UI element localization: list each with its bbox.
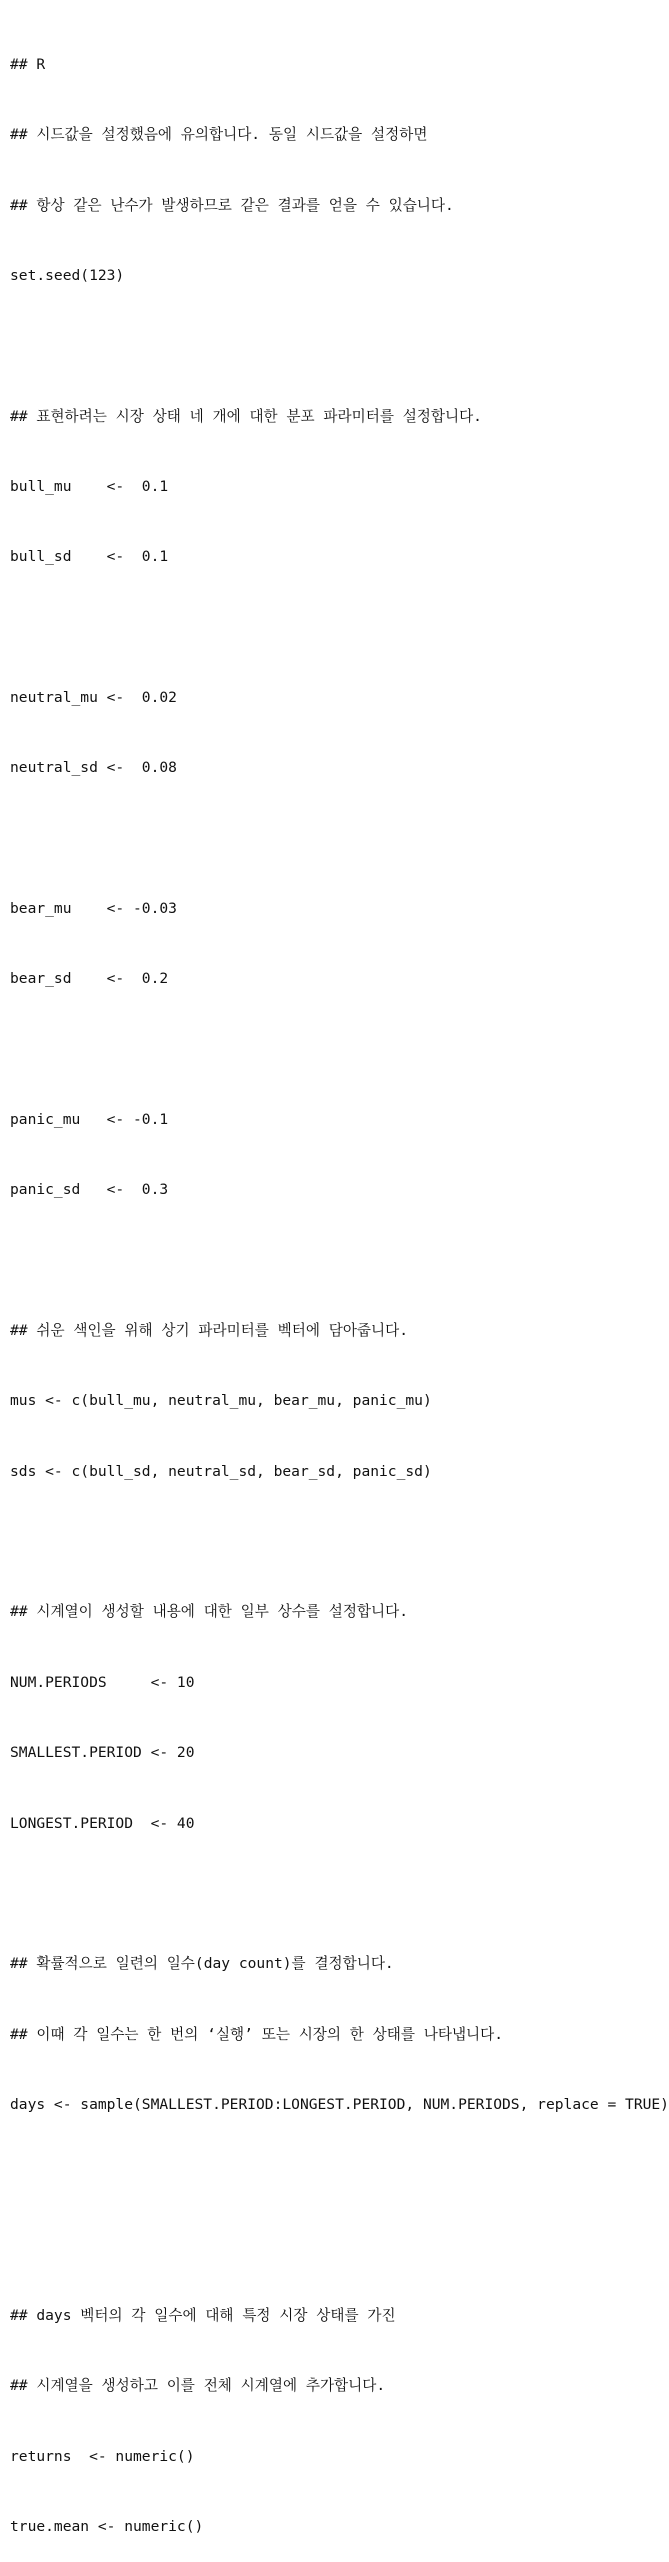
code-listing [10, 6, 669, 2562]
code-line: ## 쉬운 색인을 위해 상기 파라미터를 벡터에 담아줍니다. [10, 1322, 409, 1340]
code-line: bear_mu <- -0.03 [10, 900, 177, 918]
code-line: ## 시드값을 설정했음에 유의합니다. 동일 시드값을 설정하면 [10, 126, 428, 144]
code-line: bull_sd <- 0.1 [10, 548, 169, 566]
code-line: days <- sample(SMALLEST.PERIOD:LONGEST.PERIOD, NUM.PERIODS, replace = TRUE) [10, 2095, 669, 2113]
code-line: set.seed(123) [10, 266, 125, 284]
code-line: ## days 벡터의 각 일수에 대해 특정 시장 상태를 가진 [10, 2306, 396, 2324]
code-line [10, 1530, 669, 1553]
code-line [10, 1882, 669, 1905]
code-line: mus <- c(bull_mu, neutral_mu, bear_mu, panic_mu) [10, 1392, 432, 1410]
code-line: NUM.PERIODS <- 10 [10, 1673, 195, 1691]
code-line: ## 항상 같은 난수가 발생하므로 같은 결과를 얻을 수 있습니다. [10, 196, 454, 214]
code-line [10, 2234, 669, 2257]
code-line [10, 827, 669, 850]
code-line [10, 1038, 669, 1061]
code-line [10, 616, 669, 639]
code-line: neutral_sd <- 0.08 [10, 759, 177, 777]
code-line: true.mean <- numeric() [10, 2517, 204, 2535]
code-line: ## R [10, 55, 46, 73]
code-line: SMALLEST.PERIOD <- 20 [10, 1744, 195, 1762]
code-line: returns <- numeric() [10, 2447, 195, 2465]
code-line: bear_sd <- 0.2 [10, 970, 169, 988]
code-line [10, 2163, 669, 2186]
code-line: ## 이때 각 일수는 한 번의 ‘실행’ 또는 시장의 한 상태를 나타냅니다. [10, 2025, 504, 2043]
code-line: panic_sd <- 0.3 [10, 1181, 169, 1199]
code-line: ## 표현하려는 시장 상태 네 개에 대한 분포 파라미터를 설정합니다. [10, 407, 482, 425]
code-line: panic_mu <- -0.1 [10, 1111, 169, 1129]
code-line: ## 확률적으로 일련의 일수(day count)를 결정합니다. [10, 1955, 394, 1973]
code-line: ## 시계열을 생성하고 이를 전체 시계열에 추가합니다. [10, 2377, 386, 2395]
code-line: sds <- c(bull_sd, neutral_sd, bear_sd, panic_sd) [10, 1462, 432, 1480]
code-line [10, 334, 669, 357]
code-line: ## 시계열이 생성할 내용에 대한 일부 상수를 설정합니다. [10, 1603, 409, 1621]
code-line: LONGEST.PERIOD <- 40 [10, 1814, 195, 1832]
code-line: neutral_mu <- 0.02 [10, 689, 177, 706]
code-line [10, 1249, 669, 1272]
code-line: bull_mu <- 0.1 [10, 477, 169, 495]
